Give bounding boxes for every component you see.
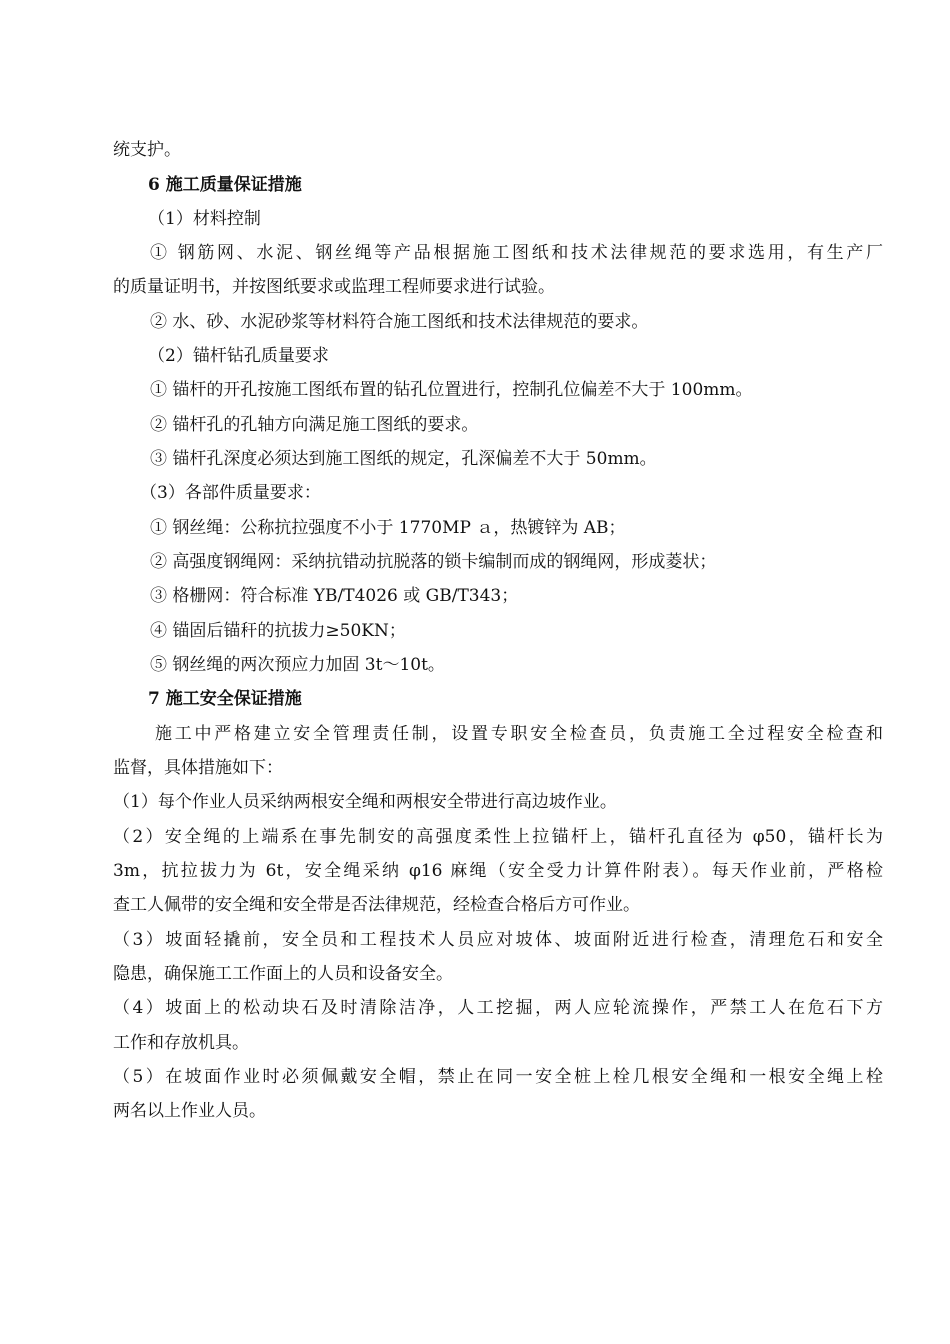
- section-heading: 7 施工安全保证措施: [148, 689, 302, 709]
- text-line: 施工中严格建立安全管理责任制，设置专职安全检查员，负责施工全过程安全检查和: [155, 724, 883, 744]
- text-line: （3）坡面轻撬前，安全员和工程技术人员应对坡体、坡面附近进行检查，清理危石和安全: [113, 930, 883, 950]
- text-line: 查工人佩带的安全绳和安全带是否法律规范，经检查合格后方可作业。: [113, 895, 640, 915]
- text-line: ⑤ 钢丝绳的两次预应力加固 3t～10t。: [150, 655, 445, 675]
- text-line: ② 高强度钢绳网：采纳抗错动抗脱落的锁卡编制而成的钢绳网，形成菱状；: [150, 552, 717, 572]
- subsection-heading: （1）材料控制: [148, 209, 261, 229]
- text-line: （1）每个作业人员采纳两根安全绳和两根安全带进行高边坡作业。: [113, 792, 617, 812]
- text-line: 两名以上作业人员。: [113, 1101, 266, 1121]
- text-line: （2）安全绳的上端系在事先制安的高强度柔性上拉锚杆上，锚杆孔直径为 φ50，锚杆长为: [113, 827, 883, 847]
- text-line: （5）在坡面作业时必须佩戴安全帽，禁止在同一安全桩上栓几根安全绳和一根安全绳上栓: [113, 1067, 883, 1087]
- text-line: 工作和存放机具。: [113, 1033, 249, 1053]
- subsection-heading: （3）各部件质量要求：: [140, 483, 321, 503]
- text-line: ① 锚杆的开孔按施工图纸布置的钻孔位置进行，控制孔位偏差不大于 100mm。: [150, 380, 753, 400]
- text-line: （4）坡面上的松动块石及时清除洁净，人工挖掘，两人应轮流操作，严禁工人在危石下方: [113, 998, 883, 1018]
- text-line: ③ 锚杆孔深度必须达到施工图纸的规定，孔深偏差不大于 50mm。: [150, 449, 657, 469]
- text-line: 监督，具体措施如下：: [113, 758, 283, 778]
- text-line: 统支护。: [113, 140, 181, 160]
- text-line: 的质量证明书，并按图纸要求或监理工程师要求进行试验。: [113, 277, 555, 297]
- text-line: ① 钢筋网、水泥、钢丝绳等产品根据施工图纸和技术法律规范的要求选用，有生产厂: [150, 243, 883, 263]
- section-heading: 6 施工质量保证措施: [148, 175, 302, 195]
- subsection-heading: （2）锚杆钻孔质量要求: [148, 346, 329, 366]
- text-line: 3m，抗拉拔力为 6t，安全绳采纳 φ16 麻绳（安全受力计算件附表）。每天作业前，严格检: [113, 861, 883, 881]
- text-line: ① 钢丝绳：公称抗拉强度不小于 1770MP ａ，热镀锌为 AB；: [150, 518, 626, 538]
- text-line: ② 水、砂、水泥砂浆等材料符合施工图纸和技术法律规范的要求。: [150, 312, 649, 332]
- text-line: ④ 锚固后锚秆的抗拔力≥50KN；: [150, 621, 406, 641]
- text-line: ③ 格栅网：符合标准 YB/T4026 或 GB/T343；: [150, 586, 519, 606]
- text-line: ② 锚杆孔的孔轴方向满足施工图纸的要求。: [150, 415, 479, 435]
- text-line: 隐患，确保施工工作面上的人员和设备安全。: [113, 964, 453, 984]
